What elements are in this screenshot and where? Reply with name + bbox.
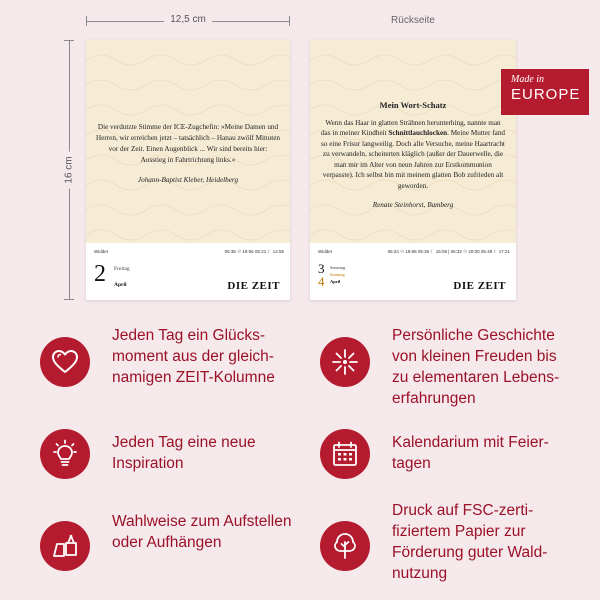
feature-text: Jeden Tag eine neue Inspiration	[112, 434, 256, 472]
back-text-after: . Meine Mutter fand so eine Frisur langweilig. Doch alle Versuche, meine Haartracht zu verwandeln, scheiterten kläglich (außer der Dauerwelle, die man mir im Alter von neun Jahren zur Erstkommunion verpasste). Ich selbst bin mit meinem glatten Bob zufrieden alt geworden.	[321, 129, 506, 190]
back-heading: Mein Wort-Schatz	[379, 100, 447, 110]
day-number-sunday: 4	[318, 274, 325, 289]
back-text-before: Wenn das Haar in glatten Strähnen herunterhing, nannte man das in meiner Kindheit	[320, 118, 501, 137]
badge-line1: Made in	[511, 74, 545, 85]
front-date	[94, 261, 130, 288]
height-label: 16 cm	[64, 151, 75, 188]
heart-icon	[40, 337, 90, 387]
height-dimension	[62, 40, 76, 300]
day-name-saturday: Samstag	[330, 265, 346, 270]
back-story-block	[320, 100, 506, 211]
feature-text: Druck auf FSC-zerti-fiziertem Papier zur Förderung guter Wald-nutzung	[392, 502, 548, 582]
width-label: 12,5 cm	[164, 14, 212, 25]
day-number: 2	[94, 261, 106, 287]
sun-moon-times: 06:34 ☉ 19:58 05:36 ☾ 16:08 | 06:32 ☉ 20:00 05:49 ☾ 17:21	[387, 249, 510, 254]
month-name: April	[114, 282, 127, 288]
front-quote-block	[96, 122, 280, 186]
day-name: Freitag	[114, 266, 130, 272]
width-dimension	[86, 14, 290, 28]
zeit-logo: DIE ZEIT	[227, 280, 280, 292]
month-name: April	[330, 279, 341, 284]
sun-moon-times: 06:36 ☉ 19:56 05:21 ☾ 14:55	[224, 249, 284, 254]
back-author: Renate Steinhorst, Bamberg	[372, 201, 454, 209]
front-info-row	[94, 249, 284, 255]
feature-text: Jeden Tag ein Glücks-moment aus der gleich-namigen ZEIT-Kolumne	[112, 327, 275, 386]
front-author: Johann-Baptist Kleber, Heidelberg	[137, 176, 239, 184]
zodiac-sign: Widder	[318, 249, 333, 254]
back-calendar-page	[310, 40, 516, 300]
front-calendar-page	[86, 40, 290, 300]
back-text-bold: Schnittlauchlocken	[388, 129, 448, 137]
badge-line2: EUROPE	[511, 86, 581, 103]
feature-text: Persönliche Geschichte von kleinen Freuden bis zu elementaren Lebens-erfahrungen	[392, 327, 560, 407]
back-info-row	[318, 249, 510, 255]
sparkle-icon	[320, 337, 370, 387]
day-name-sunday: Sonntag	[330, 272, 345, 277]
tree-icon	[320, 521, 370, 571]
made-in-europe-badge	[501, 69, 589, 115]
feature-text: Wahlweise zum Aufstellen oder Aufhängen	[112, 513, 292, 551]
day-number-saturday: 3	[318, 261, 325, 276]
front-quote: Die verdutzte Stimme der ICE-Zugchefin: »Meine Damen und Herren, wir erreichen jetzt – tatsächlich – Hanau zwölf Minuten vor der Zeit. Einen Augenblick ... Wir sind bereits hier: Ausstieg in Fahrtrichtung links.«	[96, 123, 281, 164]
feature-text: Kalendarium mit Feier-tagen	[392, 434, 549, 472]
stand-hang-icon	[40, 521, 90, 571]
lightbulb-icon	[40, 429, 90, 479]
calendar-icon	[320, 429, 370, 479]
back-side-label: Rückseite	[391, 15, 435, 26]
zodiac-sign: Widder	[94, 249, 109, 254]
zeit-logo: DIE ZEIT	[453, 280, 506, 292]
